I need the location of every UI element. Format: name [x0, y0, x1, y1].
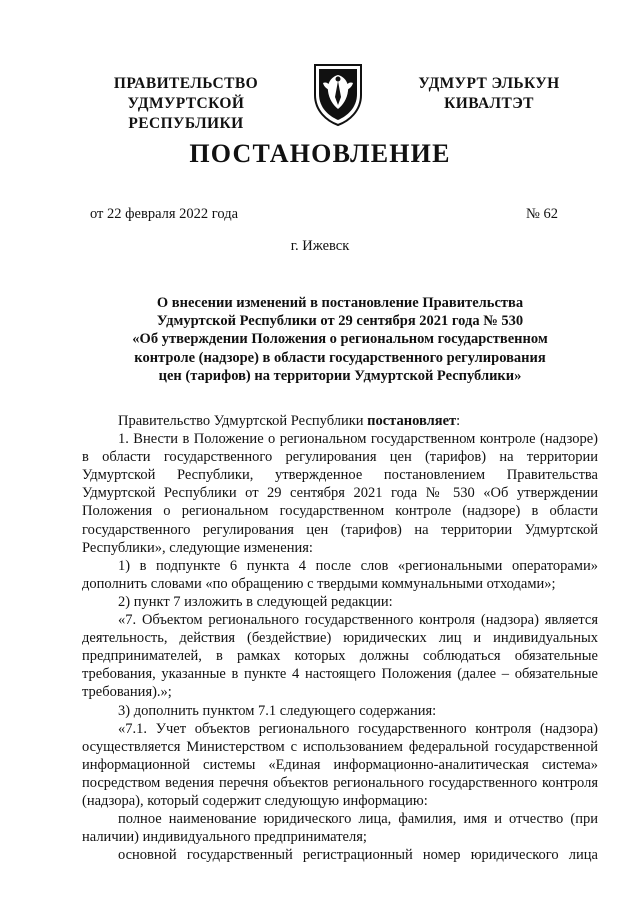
subject-line: контроле (надзоре) в области государственного регулирования: [134, 349, 546, 366]
intro-bold: постановляет: [367, 413, 457, 429]
paragraph-1: 1. Внести в Положение о региональном государственном контроле (надзоре) в области государственного регулирования цен (тарифов) на территории Удмуртской Республики, утвержденное постановлением Правительства Удмуртской Республики от 29 сентября 2021 года № 530 «Об утверждении Положения о региональном государственном контроле (надзоре) в области государственного регулирования цен (тарифов) на территории Удмуртской Республики», следующие изменения:: [82, 431, 598, 556]
issuer-line: УДМУРТ ЭЛЬКУН: [418, 75, 560, 92]
document-city: г. Ижевск: [290, 238, 350, 254]
subject-line: Удмуртской Республики от 29 сентября 2021 года № 530: [156, 313, 524, 330]
paragraph-8: основной государственный регистрационный номер юридического лица: [118, 847, 598, 864]
intro-paragraph: [82, 412, 598, 430]
document-title: ПОСТАНОВЛЕНИЕ: [189, 139, 451, 168]
subject-line: цен (тарифов) на территории Удмуртской Республики»: [158, 367, 522, 384]
subject-line: О внесении изменений в постановление Правительства: [156, 295, 524, 311]
issuer-name-russian: [70, 74, 302, 134]
document-date: от 22 февраля 2022 года: [90, 206, 239, 222]
paragraph-6: «7.1. Учет объектов регионального государственного контроля (надзора) осуществляется Министерством с использованием федеральной государственной информационной системы «Единая информационно-аналитическая система» посредством ведения перечня объектов регионального государственного контроля (надзора), который содержит следующую информацию:: [82, 720, 598, 809]
paragraph-2: 1) в подпункте 6 пункта 4 после слов «региональными операторами» дополнить словами «по обращению с твердыми коммунальными отходами»;: [82, 557, 598, 592]
intro-text: Правительство Удмуртской Республики: [118, 413, 368, 429]
paragraph-3: 2) пункт 7 изложить в следующей редакции:: [118, 593, 393, 610]
coat-of-arms-icon: [311, 61, 365, 127]
issuer-line: УДМУРТСКОЙ РЕСПУБЛИКИ: [127, 95, 245, 132]
issuer-line: ПРАВИТЕЛЬСТВО: [113, 75, 259, 92]
subject-line: «Об утверждении Положения о региональном государственном: [132, 331, 548, 348]
issuer-name-udmurt: [400, 74, 578, 114]
intro-end: :: [456, 413, 461, 429]
paragraph-5: 3) дополнить пунктом 7.1 следующего содержания:: [118, 702, 437, 719]
paragraph-4: «7. Объектом регионального государственного контроля (надзора) является деятельность, действия (бездействие) юридических лиц и индивидуальных предпринимателей, в рамках которых должны соблюдаться обязательные требования, указанные в пункте 4 настоящего Положения (далее – обязательные требования).»;: [82, 612, 598, 701]
document-body: [82, 412, 598, 864]
document-subject: [110, 294, 570, 385]
issuer-line: КИВАЛТЭТ: [444, 95, 534, 112]
document-number: № 62: [526, 206, 558, 222]
paragraph-7: полное наименование юридического лица, фамилия, имя и отчество (при наличии) индивидуального предпринимателя;: [82, 811, 598, 846]
